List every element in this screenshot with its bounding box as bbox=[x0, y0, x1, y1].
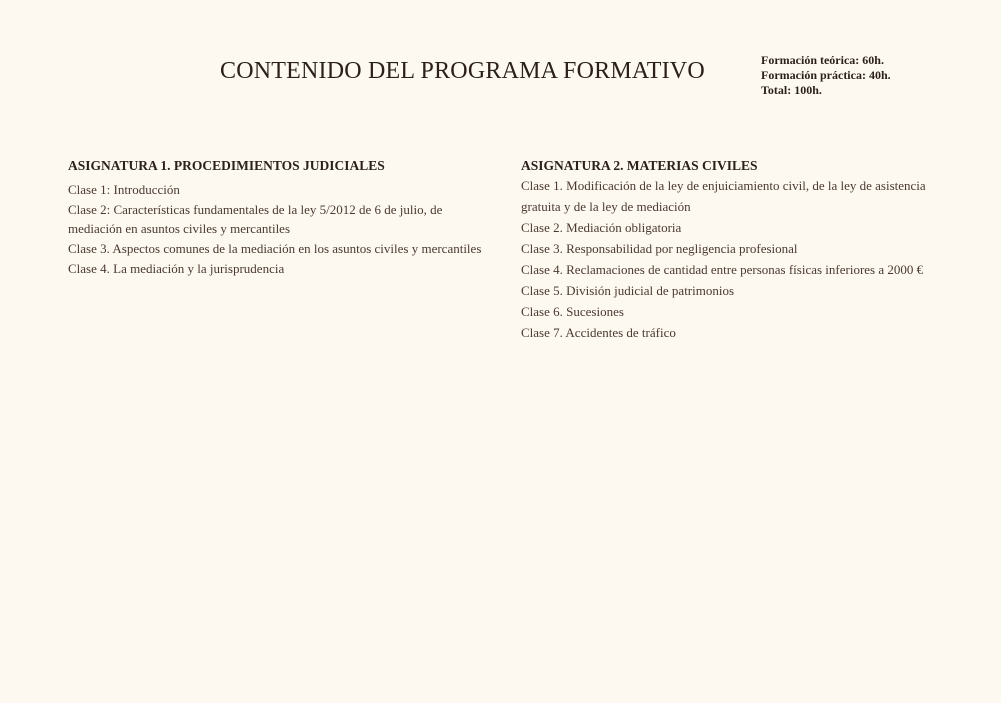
hours-summary bbox=[761, 53, 891, 98]
list-item: Clase 6. Sucesiones bbox=[521, 304, 624, 319]
list-item: Clase 2: Características fundamentales de la ley 5/2012 de 6 de julio, de mediación en asuntos civiles y mercantiles bbox=[68, 202, 443, 236]
theory-hours: Formación teórica: 60h. bbox=[761, 53, 884, 67]
subject-1-heading: ASIGNATURA 1. PROCEDIMIENTOS JUDICIALES bbox=[68, 158, 385, 173]
list-item: Clase 3. Aspectos comunes de la mediación en los asuntos civiles y mercantiles bbox=[68, 241, 482, 256]
total-hours: Total: 100h. bbox=[761, 83, 822, 97]
list-item: Clase 7. Accidentes de tráfico bbox=[521, 325, 676, 340]
page-title: CONTENIDO DEL PROGRAMA FORMATIVO bbox=[220, 58, 705, 84]
list-item: Clase 4. Reclamaciones de cantidad entre personas físicas inferiores a 2000 € bbox=[521, 262, 924, 277]
list-item: Clase 4. La mediación y la jurisprudencia bbox=[68, 261, 285, 276]
subject-1-section bbox=[68, 158, 498, 279]
subject-2-section bbox=[521, 158, 941, 343]
list-item: Clase 5. División judicial de patrimonios bbox=[521, 283, 735, 298]
practice-hours: Formación práctica: 40h. bbox=[761, 68, 891, 82]
list-item: Clase 3. Responsabilidad por negligencia profesional bbox=[521, 241, 798, 256]
list-item: Clase 1. Modificación de la ley de enjuiciamiento civil, de la ley de asistencia gratuita y de la ley de mediación bbox=[521, 178, 926, 214]
list-item: Clase 1: Introducción bbox=[68, 182, 180, 197]
list-item: Clase 2. Mediación obligatoria bbox=[521, 220, 682, 235]
subject-2-heading: ASIGNATURA 2. MATERIAS CIVILES bbox=[521, 158, 758, 173]
